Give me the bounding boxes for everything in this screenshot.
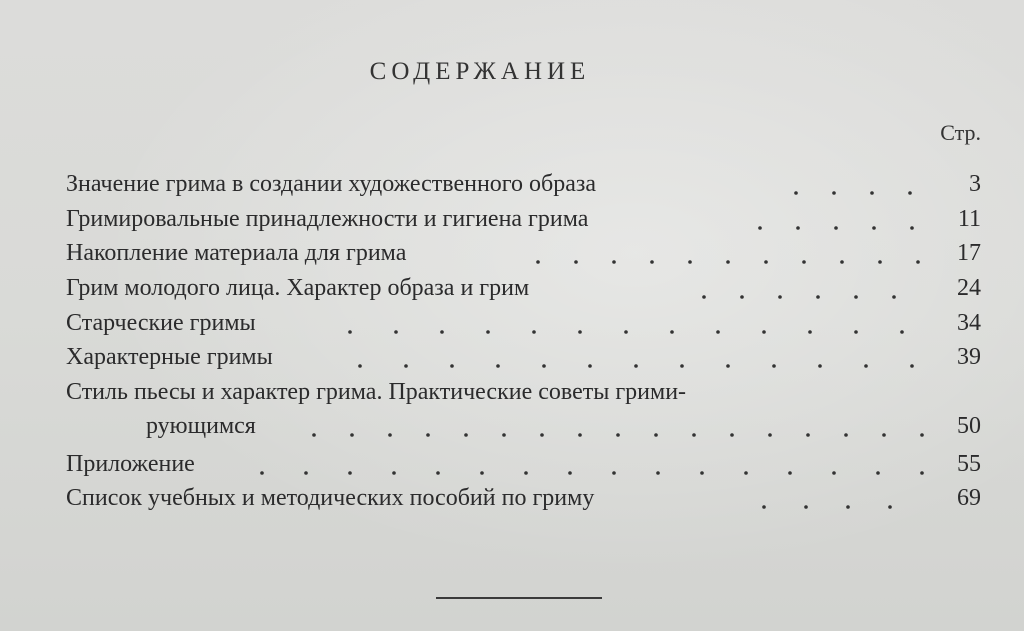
- leader-dot: [260, 471, 264, 475]
- leader-dot: [908, 191, 912, 195]
- toc-entry: [0, 235, 1024, 271]
- leader-dot: [450, 364, 454, 368]
- toc-entry: [0, 201, 1024, 237]
- leader-dot: [568, 471, 572, 475]
- toc-entry: [0, 339, 1024, 375]
- leader-dot: [872, 226, 876, 230]
- toc-entry: [0, 374, 1024, 410]
- leader-dot: [870, 191, 874, 195]
- leader-dot: [350, 433, 354, 437]
- leader-dot: [762, 505, 766, 509]
- toc-entry-page: 39: [957, 344, 981, 370]
- leader-dot: [650, 260, 654, 264]
- leader-dot: [740, 295, 744, 299]
- leader-dot: [808, 330, 812, 334]
- toc-entry-title: Характерные гримы: [66, 344, 273, 370]
- leader-dot: [854, 295, 858, 299]
- leader-dot: [726, 364, 730, 368]
- toc-entry: [0, 446, 1024, 482]
- toc-entry-title: Значение грима в создании художественного образа: [66, 171, 597, 197]
- leader-dot: [394, 330, 398, 334]
- leader-dot: [876, 471, 880, 475]
- toc-entry-continuation: [0, 408, 1024, 444]
- leader-dot: [542, 364, 546, 368]
- leader-dot: [916, 260, 920, 264]
- leader-dot: [404, 364, 408, 368]
- leader-dot: [692, 433, 696, 437]
- leader-dot: [796, 226, 800, 230]
- toc-entry-page: 11: [957, 206, 981, 232]
- toc-entry: [0, 480, 1024, 516]
- toc-entry: [0, 270, 1024, 306]
- leader-dot: [910, 364, 914, 368]
- leader-dot: [392, 471, 396, 475]
- toc-entry-page: 69: [957, 485, 981, 511]
- leader-dots: [0, 480, 1024, 516]
- leader-dot: [480, 471, 484, 475]
- leader-dot: [426, 433, 430, 437]
- toc-entry-title: Список учебных и методических пособий по гриму: [66, 485, 595, 511]
- toc-entry-page: 34: [957, 310, 981, 336]
- toc-entry: [0, 305, 1024, 341]
- leader-dot: [864, 364, 868, 368]
- leader-dots: [0, 270, 1024, 306]
- leader-dot: [612, 471, 616, 475]
- leader-dot: [312, 433, 316, 437]
- page-column-heading: Стр.: [940, 120, 981, 145]
- leader-dot: [832, 191, 836, 195]
- leader-dot: [464, 433, 468, 437]
- leader-dot: [846, 505, 850, 509]
- leader-dot: [920, 471, 924, 475]
- leader-dot: [670, 330, 674, 334]
- toc-entry-title: Накопление материала для грима: [66, 240, 407, 266]
- toc-entry-page: 17: [957, 240, 981, 266]
- leader-dot: [680, 364, 684, 368]
- leader-dot: [726, 260, 730, 264]
- leader-dot: [854, 330, 858, 334]
- leader-dot: [804, 505, 808, 509]
- toc-entry-title: Грим молодого лица. Характер образа и грим: [66, 275, 530, 301]
- leader-dot: [612, 260, 616, 264]
- leader-dot: [524, 471, 528, 475]
- page-title: СОДЕРЖАНИЕ: [369, 58, 591, 85]
- leader-dot: [882, 433, 886, 437]
- leader-dot: [762, 330, 766, 334]
- leader-dot: [358, 364, 362, 368]
- leader-dot: [892, 295, 896, 299]
- leader-dot: [802, 260, 806, 264]
- leader-dot: [888, 505, 892, 509]
- leader-dot: [834, 226, 838, 230]
- leader-dot: [764, 260, 768, 264]
- leader-dot: [536, 260, 540, 264]
- leader-dots: [0, 408, 1024, 444]
- leader-dot: [656, 471, 660, 475]
- leader-dot: [634, 364, 638, 368]
- leader-dot: [788, 471, 792, 475]
- leader-dot: [436, 471, 440, 475]
- leader-dot: [624, 330, 628, 334]
- leader-dots: [0, 339, 1024, 375]
- leader-dot: [832, 471, 836, 475]
- toc-entry-page: 24: [957, 275, 981, 301]
- leader-dot: [716, 330, 720, 334]
- leader-dot: [816, 295, 820, 299]
- leader-dot: [348, 471, 352, 475]
- leader-dot: [910, 226, 914, 230]
- leader-dot: [388, 433, 392, 437]
- leader-dot: [794, 191, 798, 195]
- leader-dot: [616, 433, 620, 437]
- closing-rule: [436, 597, 602, 599]
- toc-entry-page: 3: [969, 171, 981, 197]
- toc-entry-title: Старческие гримы: [66, 310, 256, 336]
- leader-dot: [778, 295, 782, 299]
- leader-dot: [744, 471, 748, 475]
- toc-entry: [0, 166, 1024, 202]
- toc-entry-page: 55: [957, 451, 981, 477]
- leader-dot: [496, 364, 500, 368]
- leader-dots: [0, 235, 1024, 271]
- leader-dot: [502, 433, 506, 437]
- toc-entry-page: 50: [957, 413, 981, 439]
- leader-dot: [700, 471, 704, 475]
- leader-dot: [840, 260, 844, 264]
- leader-dot: [878, 260, 882, 264]
- leader-dot: [540, 433, 544, 437]
- leader-dot: [304, 471, 308, 475]
- leader-dot: [588, 364, 592, 368]
- leader-dot: [818, 364, 822, 368]
- toc-entry-title: Приложение: [66, 451, 195, 477]
- leader-dot: [532, 330, 536, 334]
- leader-dot: [574, 260, 578, 264]
- leader-dot: [730, 433, 734, 437]
- leader-dot: [702, 295, 706, 299]
- leader-dot: [758, 226, 762, 230]
- leader-dot: [688, 260, 692, 264]
- leader-dot: [806, 433, 810, 437]
- leader-dot: [844, 433, 848, 437]
- leader-dot: [578, 433, 582, 437]
- leader-dots: [0, 305, 1024, 341]
- leader-dots: [0, 166, 1024, 202]
- toc-entry-title: Стиль пьесы и характер грима. Практические советы грими-: [66, 379, 687, 405]
- leader-dots: [0, 201, 1024, 237]
- leader-dot: [578, 330, 582, 334]
- leader-dot: [920, 433, 924, 437]
- leader-dot: [486, 330, 490, 334]
- leader-dot: [654, 433, 658, 437]
- leader-dot: [900, 330, 904, 334]
- leader-dot: [772, 364, 776, 368]
- leader-dot: [768, 433, 772, 437]
- leader-dots: [0, 446, 1024, 482]
- leader-dot: [440, 330, 444, 334]
- toc-entry-title: Гримировальные принадлежности и гигиена грима: [66, 206, 589, 232]
- leader-dot: [348, 330, 352, 334]
- toc-entry-title-continuation: рующимся: [146, 413, 256, 439]
